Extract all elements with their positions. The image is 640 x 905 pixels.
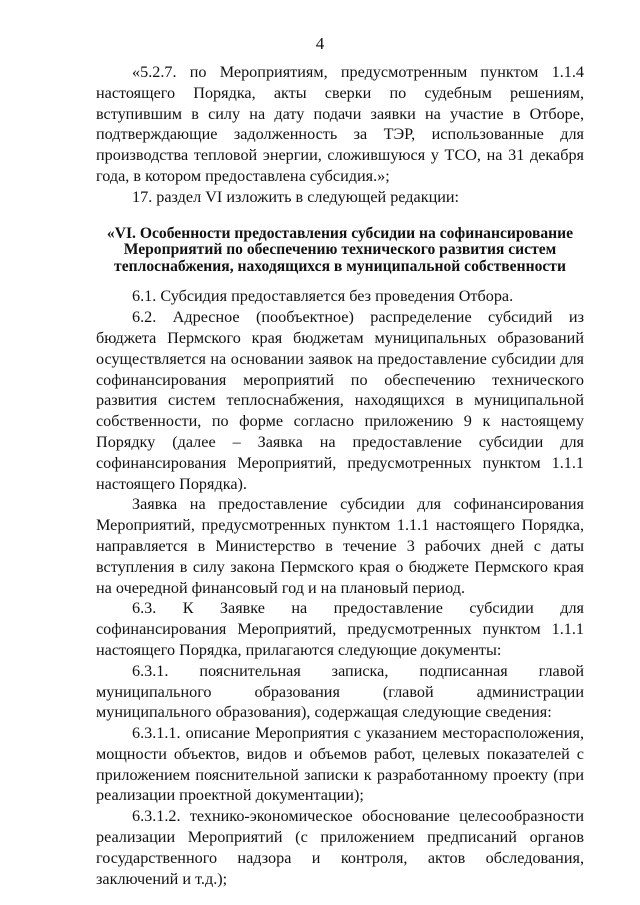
paragraph-6-3-1: 6.3.1. пояснительная записка, подписанная главой муниципального образования (главой администрации муниципального образования), содержащая следующие сведения: xyxy=(96,661,584,722)
section-heading: «VI. Особенности предоставления субсидии на софинансирование Мероприятий по обеспечению технического развития систем теплоснабжения, находящихся в муниципальной собственности xyxy=(106,224,574,275)
paragraph-6-3-1-1: 6.3.1.1. описание Мероприятия с указанием месторасположения, мощности объектов, видов и объемов работ, целевых показателей с приложением пояснительной записки к разработанному проекту (при реализации проектной документации); xyxy=(96,724,584,805)
paragraph-6-1: 6.1. Субсидия предоставляется без проведения Отбора. xyxy=(132,287,514,306)
paragraph-item-17: 17. раздел VI изложить в следующей редакции: xyxy=(132,187,460,206)
paragraph-application: Заявка на предоставление субсидии для софинансирования Мероприятий, предусмотренных пунктом 1.1.1 настоящего Порядка, направляется в Министерство в течение 3 рабочих дней с даты вступления в силу закона Пермского края о бюджете Пермского края на очередной финансовый год и на плановый период. xyxy=(96,495,584,597)
paragraph-5-2-7: «5.2.7. по Мероприятиям, предусмотренным пунктом 1.1.4 настоящего Порядка, акты сверки по судебным решениям, вступившим в силу на дату подачи заявки на участие в Отборе, подтверждающие задолженность за ТЭР, использованные для производства тепловой энергии, сложившуюся у ТСО, на 31 декабря года, в котором предоставлена субсидия.»; xyxy=(96,63,584,185)
page-number: 4 xyxy=(315,34,325,53)
document-body xyxy=(96,62,584,889)
paragraph-6-3-1-2: 6.3.1.2. технико-экономическое обоснование целесообразности реализации Мероприятий (с приложением предписаний органов государственного надзора и контроля, актов обследования, заключений и т.д.); xyxy=(96,807,584,888)
paragraph-6-2: 6.2. Адресное (пообъектное) распределение субсидий из бюджета Пермского края бюджетам муниципальных образований осуществляется на основании заявок на предоставление субсидии для софинансирования мероприятий по обеспечению технического развития систем теплоснабжения, находящихся в муниципальной собственности, по форме согласно приложению 9 к настоящему Порядку (далее – Заявка на предоставление субсидии для софинансирования Мероприятий, предусмотренных пунктом 1.1.1 настоящего Порядка). xyxy=(96,308,584,493)
paragraph-6-3: 6.3. К Заявке на предоставление субсидии для софинансирования Мероприятий, предусмотренных пунктом 1.1.1 настоящего Порядка, прилагаются следующие документы: xyxy=(96,599,584,659)
